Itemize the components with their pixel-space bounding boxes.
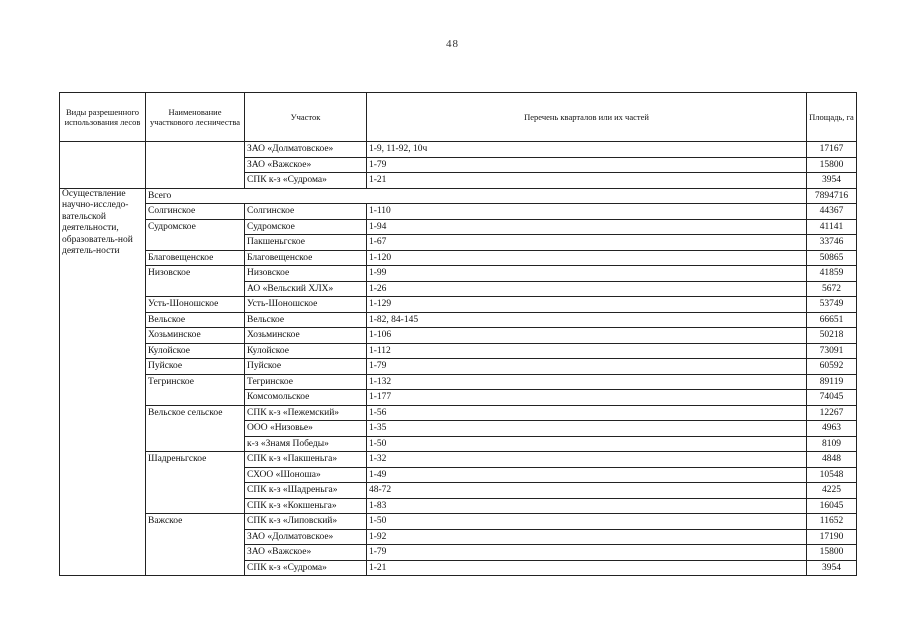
area-cell: 89119 bbox=[807, 374, 857, 390]
quarters-cell: 1-32 bbox=[367, 452, 807, 468]
forestry-cell: Шадреньгское bbox=[146, 452, 245, 514]
area-cell: 50865 bbox=[807, 250, 857, 266]
plot-cell: Пуйское bbox=[245, 359, 367, 375]
quarters-cell: 1-106 bbox=[367, 328, 807, 344]
area-cell: 33746 bbox=[807, 235, 857, 251]
area-cell: 44367 bbox=[807, 204, 857, 220]
table-body bbox=[60, 142, 857, 576]
page-number: 48 bbox=[446, 38, 459, 50]
table-row bbox=[60, 328, 857, 344]
forestry-cell: Благовещенское bbox=[146, 250, 245, 266]
area-cell: 66651 bbox=[807, 312, 857, 328]
area-cell: 10548 bbox=[807, 467, 857, 483]
plot-cell: Солгинское bbox=[245, 204, 367, 220]
header-plot: Участок bbox=[245, 93, 367, 142]
quarters-cell: 1-79 bbox=[367, 359, 807, 375]
quarters-cell: 1-83 bbox=[367, 498, 807, 514]
area-cell: 41859 bbox=[807, 266, 857, 282]
area-cell: 53749 bbox=[807, 297, 857, 313]
quarters-cell: 1-82, 84-145 bbox=[367, 312, 807, 328]
area-cell: 3954 bbox=[807, 560, 857, 576]
area-cell: 4963 bbox=[807, 421, 857, 437]
header-forestry: Наименование участкового лесничества bbox=[146, 93, 245, 142]
plot-cell: к-з «Знамя Победы» bbox=[245, 436, 367, 452]
quarters-cell: 1-177 bbox=[367, 390, 807, 406]
quarters-cell: 1-67 bbox=[367, 235, 807, 251]
plot-cell: ЗАО «Важское» bbox=[245, 157, 367, 173]
total-area: 7894716 bbox=[807, 188, 857, 204]
plot-cell: ЗАО «Долматовское» bbox=[245, 142, 367, 158]
forest-use-table bbox=[59, 92, 857, 576]
header-quarters: Перечень кварталов или их частей bbox=[367, 93, 807, 142]
kind-cell: Осуществление научно-исследо-вательской деятельности, образователь-ной деятель-ности bbox=[60, 188, 146, 576]
table-row bbox=[60, 312, 857, 328]
total-row bbox=[60, 188, 857, 204]
plot-cell: Судромское bbox=[245, 219, 367, 235]
plot-cell: АО «Вельский ХЛХ» bbox=[245, 281, 367, 297]
plot-cell: Вельское bbox=[245, 312, 367, 328]
plot-cell: ЗАО «Важское» bbox=[245, 545, 367, 561]
area-cell: 4848 bbox=[807, 452, 857, 468]
area-cell: 8109 bbox=[807, 436, 857, 452]
area-cell: 4225 bbox=[807, 483, 857, 499]
quarters-cell: 1-112 bbox=[367, 343, 807, 359]
forestry-cell: Усть-Шоношское bbox=[146, 297, 245, 313]
plot-cell: Комсомольское bbox=[245, 390, 367, 406]
forestry-cell: Низовское bbox=[146, 266, 245, 297]
table-row bbox=[60, 297, 857, 313]
plot-cell: Пакшеньгское bbox=[245, 235, 367, 251]
table-row bbox=[60, 219, 857, 235]
quarters-cell: 1-49 bbox=[367, 467, 807, 483]
table-row bbox=[60, 405, 857, 421]
table-header-row bbox=[60, 93, 857, 142]
area-cell: 15800 bbox=[807, 157, 857, 173]
area-cell: 11652 bbox=[807, 514, 857, 530]
quarters-cell: 1-56 bbox=[367, 405, 807, 421]
forestry-cell: Важское bbox=[146, 514, 245, 576]
total-label: Всего bbox=[146, 188, 807, 204]
area-cell: 74045 bbox=[807, 390, 857, 406]
quarters-cell: 1-129 bbox=[367, 297, 807, 313]
forestry-cell: Судромское bbox=[146, 219, 245, 250]
forestry-cell: Кулойское bbox=[146, 343, 245, 359]
area-cell: 17190 bbox=[807, 529, 857, 545]
quarters-cell: 1-21 bbox=[367, 560, 807, 576]
table-row bbox=[60, 374, 857, 390]
area-cell: 41141 bbox=[807, 219, 857, 235]
table-row bbox=[60, 452, 857, 468]
table-row bbox=[60, 204, 857, 220]
table-row bbox=[60, 250, 857, 266]
area-cell: 60592 bbox=[807, 359, 857, 375]
plot-cell: Низовское bbox=[245, 266, 367, 282]
plot-cell: СПК к-з «Судрома» bbox=[245, 173, 367, 189]
plot-cell: Благовещенское bbox=[245, 250, 367, 266]
area-cell: 12267 bbox=[807, 405, 857, 421]
plot-cell: СПК к-з «Шадреньга» bbox=[245, 483, 367, 499]
quarters-cell: 1-92 bbox=[367, 529, 807, 545]
plot-cell: Усть-Шоношское bbox=[245, 297, 367, 313]
forestry-cell: Солгинское bbox=[146, 204, 245, 220]
plot-cell: ООО «Низовье» bbox=[245, 421, 367, 437]
area-cell: 5672 bbox=[807, 281, 857, 297]
quarters-cell: 1-35 bbox=[367, 421, 807, 437]
kind-cell bbox=[60, 142, 146, 189]
plot-cell: ЗАО «Долматовское» bbox=[245, 529, 367, 545]
area-cell: 3954 bbox=[807, 173, 857, 189]
plot-cell: СПК к-з «Пежемский» bbox=[245, 405, 367, 421]
quarters-cell: 1-50 bbox=[367, 514, 807, 530]
quarters-cell: 1-26 bbox=[367, 281, 807, 297]
area-cell: 73091 bbox=[807, 343, 857, 359]
forestry-cell: Тегринское bbox=[146, 374, 245, 405]
quarters-cell: 1-120 bbox=[367, 250, 807, 266]
plot-cell: Тегринское bbox=[245, 374, 367, 390]
plot-cell: СПК к-з «Кокшеньга» bbox=[245, 498, 367, 514]
forestry-cell bbox=[146, 142, 245, 189]
forestry-cell: Пуйское bbox=[146, 359, 245, 375]
quarters-cell: 1-110 bbox=[367, 204, 807, 220]
quarters-cell: 1-9, 11-92, 10ч bbox=[367, 142, 807, 158]
quarters-cell: 1-50 bbox=[367, 436, 807, 452]
quarters-cell: 1-99 bbox=[367, 266, 807, 282]
plot-cell: Хозьминское bbox=[245, 328, 367, 344]
table-row bbox=[60, 266, 857, 282]
plot-cell: СПК к-з «Пакшеньга» bbox=[245, 452, 367, 468]
forestry-cell: Хозьминское bbox=[146, 328, 245, 344]
quarters-cell: 1-94 bbox=[367, 219, 807, 235]
plot-cell: СПК к-з «Липовский» bbox=[245, 514, 367, 530]
area-cell: 50218 bbox=[807, 328, 857, 344]
quarters-cell: 1-79 bbox=[367, 545, 807, 561]
forestry-cell: Вельское сельское bbox=[146, 405, 245, 452]
forestry-cell: Вельское bbox=[146, 312, 245, 328]
header-area: Площадь, га bbox=[807, 93, 857, 142]
table-row bbox=[60, 142, 857, 158]
table-row bbox=[60, 343, 857, 359]
plot-cell: СХОО «Шоноша» bbox=[245, 467, 367, 483]
plot-cell: СПК к-з «Судрома» bbox=[245, 560, 367, 576]
table-row bbox=[60, 514, 857, 530]
quarters-cell: 1-21 bbox=[367, 173, 807, 189]
table-row bbox=[60, 359, 857, 375]
area-cell: 15800 bbox=[807, 545, 857, 561]
quarters-cell: 1-79 bbox=[367, 157, 807, 173]
area-cell: 16045 bbox=[807, 498, 857, 514]
header-kind: Виды разрешенного использования лесов bbox=[60, 93, 146, 142]
quarters-cell: 1-132 bbox=[367, 374, 807, 390]
plot-cell: Кулойское bbox=[245, 343, 367, 359]
area-cell: 17167 bbox=[807, 142, 857, 158]
quarters-cell: 48-72 bbox=[367, 483, 807, 499]
